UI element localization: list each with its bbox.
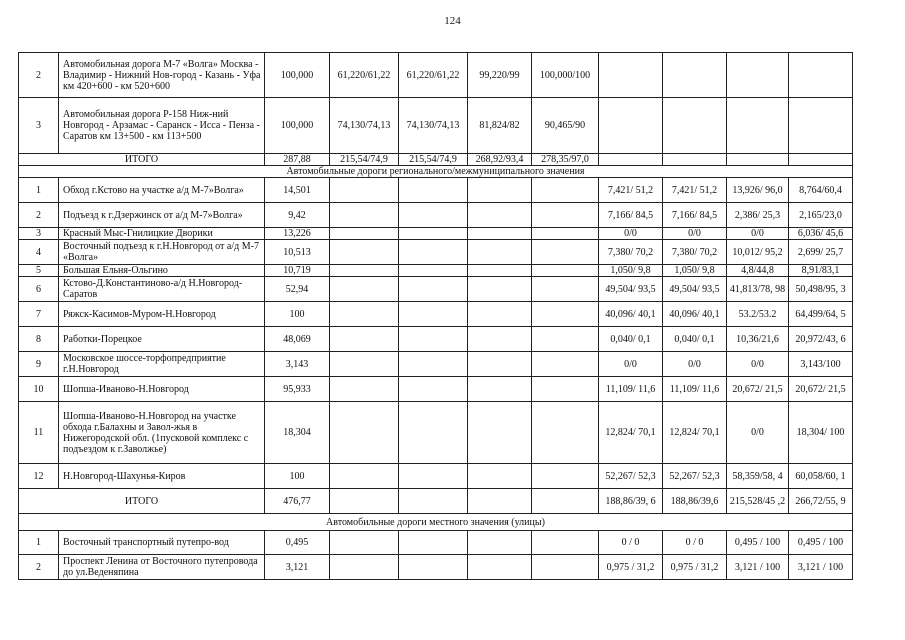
value-cell (532, 265, 599, 277)
value-cell (399, 531, 468, 555)
table-row (19, 178, 853, 203)
total-label: ИТОГО (19, 154, 265, 166)
value-cell (532, 240, 599, 265)
table-row (19, 402, 853, 464)
value-cell: 60,058/60, 1 (789, 464, 853, 489)
value-cell: 0/0 (663, 228, 727, 240)
value-cell (399, 352, 468, 377)
value-cell: 0/0 (727, 228, 789, 240)
value-cell (532, 228, 599, 240)
value-cell: 20,672/ 21,5 (789, 377, 853, 402)
total-cell (330, 489, 399, 514)
total-cell: 215,528/45 ,2 (727, 489, 789, 514)
row-number: 12 (19, 464, 59, 489)
value-cell (330, 555, 399, 580)
value-cell: 52,267/ 52,3 (663, 464, 727, 489)
value-cell (468, 327, 532, 352)
value-cell: 20,672/ 21,5 (727, 377, 789, 402)
value-cell: 2,165/23,0 (789, 203, 853, 228)
value-cell: 9,42 (265, 203, 330, 228)
row-number: 6 (19, 277, 59, 302)
value-cell (468, 178, 532, 203)
value-cell (468, 302, 532, 327)
value-cell (330, 464, 399, 489)
table-row (19, 277, 853, 302)
value-cell (727, 53, 789, 98)
value-cell: 0/0 (599, 228, 663, 240)
value-cell (599, 98, 663, 154)
table-row (19, 302, 853, 327)
table-row (19, 98, 853, 154)
value-cell: 10,36/21,6 (727, 327, 789, 352)
value-cell: 11,109/ 11,6 (599, 377, 663, 402)
value-cell (468, 352, 532, 377)
value-cell (468, 203, 532, 228)
value-cell (468, 377, 532, 402)
total-cell (727, 154, 789, 166)
value-cell: 64,499/64, 5 (789, 302, 853, 327)
total-cell (532, 489, 599, 514)
value-cell: 0/0 (663, 352, 727, 377)
value-cell: 8,91/83,1 (789, 265, 853, 277)
road-name: Ряжск-Касимов-Муром-Н.Новгород (59, 302, 265, 327)
value-cell: 4,8/44,8 (727, 265, 789, 277)
value-cell (532, 464, 599, 489)
value-cell (330, 265, 399, 277)
value-cell (789, 53, 853, 98)
table-row (19, 327, 853, 352)
table-row (19, 555, 853, 580)
value-cell: 0,495 (265, 531, 330, 555)
value-cell (468, 555, 532, 580)
value-cell (599, 53, 663, 98)
value-cell: 11,109/ 11,6 (663, 377, 727, 402)
value-cell: 40,096/ 40,1 (599, 302, 663, 327)
value-cell: 0/0 (599, 352, 663, 377)
value-cell: 40,096/ 40,1 (663, 302, 727, 327)
road-name: Восточный подъезд к г.Н.Новгород от а/д М-7 «Волга» (59, 240, 265, 265)
value-cell: 12,824/ 70,1 (599, 402, 663, 464)
table-row (19, 352, 853, 377)
value-cell: 7,166/ 84,5 (599, 203, 663, 228)
value-cell (532, 531, 599, 555)
value-cell (399, 265, 468, 277)
page-number: 124 (444, 15, 461, 27)
total-cell (663, 154, 727, 166)
road-name: Большая Ельня-Ольгино (59, 265, 265, 277)
value-cell: 1,050/ 9,8 (599, 265, 663, 277)
value-cell (330, 178, 399, 203)
value-cell: 13,926/ 96,0 (727, 178, 789, 203)
value-cell: 10,513 (265, 240, 330, 265)
value-cell (532, 302, 599, 327)
row-number: 9 (19, 352, 59, 377)
row-number: 4 (19, 240, 59, 265)
value-cell (330, 203, 399, 228)
value-cell (399, 555, 468, 580)
value-cell: 0,495 / 100 (727, 531, 789, 555)
value-cell: 100,000/100 (532, 53, 599, 98)
value-cell: 100 (265, 302, 330, 327)
value-cell: 12,824/ 70,1 (663, 402, 727, 464)
value-cell: 0,975 / 31,2 (663, 555, 727, 580)
road-name: Проспект Ленина от Восточного путепровода до ул.Веденяпина (59, 555, 265, 580)
value-cell: 74,130/74,13 (330, 98, 399, 154)
value-cell: 2,386/ 25,3 (727, 203, 789, 228)
value-cell (330, 240, 399, 265)
value-cell: 90,465/90 (532, 98, 599, 154)
total-cell (468, 489, 532, 514)
value-cell (399, 228, 468, 240)
section-header-row (19, 514, 853, 531)
value-cell: 7,380/ 70,2 (599, 240, 663, 265)
value-cell (468, 531, 532, 555)
value-cell: 7,380/ 70,2 (663, 240, 727, 265)
value-cell: 74,130/74,13 (399, 98, 468, 154)
row-number: 3 (19, 228, 59, 240)
value-cell (468, 464, 532, 489)
value-cell: 0,975 / 31,2 (599, 555, 663, 580)
road-name: Шопша-Иваново-Н.Новгород (59, 377, 265, 402)
road-name: Восточный транспортный путепро-вод (59, 531, 265, 555)
value-cell (532, 377, 599, 402)
total-cell: 287,88 (265, 154, 330, 166)
value-cell: 3,143/100 (789, 352, 853, 377)
value-cell (399, 464, 468, 489)
value-cell: 0/0 (727, 352, 789, 377)
total-cell (399, 489, 468, 514)
total-cell: 278,35/97,0 (532, 154, 599, 166)
value-cell: 0,495 / 100 (789, 531, 853, 555)
value-cell (532, 352, 599, 377)
table-row (19, 228, 853, 240)
row-number: 1 (19, 531, 59, 555)
value-cell: 50,498/95, 3 (789, 277, 853, 302)
value-cell (468, 402, 532, 464)
value-cell (789, 98, 853, 154)
value-cell (399, 178, 468, 203)
value-cell: 100,000 (265, 98, 330, 154)
row-number: 11 (19, 402, 59, 464)
value-cell (399, 203, 468, 228)
total-label: ИТОГО (19, 489, 265, 514)
total-row (19, 154, 853, 166)
section-title: Автомобильные дороги местного значения (улицы) (19, 514, 853, 531)
row-number: 2 (19, 555, 59, 580)
value-cell (330, 277, 399, 302)
value-cell: 2,699/ 25,7 (789, 240, 853, 265)
value-cell (468, 240, 532, 265)
value-cell (399, 277, 468, 302)
value-cell: 0,040/ 0,1 (663, 327, 727, 352)
value-cell: 52,94 (265, 277, 330, 302)
value-cell (399, 327, 468, 352)
value-cell: 10,719 (265, 265, 330, 277)
total-cell (789, 154, 853, 166)
value-cell: 48,069 (265, 327, 330, 352)
table-row (19, 240, 853, 265)
value-cell: 49,504/ 93,5 (599, 277, 663, 302)
value-cell (330, 402, 399, 464)
value-cell (532, 327, 599, 352)
table-row (19, 531, 853, 555)
value-cell (468, 265, 532, 277)
value-cell (399, 240, 468, 265)
value-cell: 53.2/53.2 (727, 302, 789, 327)
row-number: 5 (19, 265, 59, 277)
value-cell (399, 402, 468, 464)
value-cell (330, 228, 399, 240)
value-cell (399, 377, 468, 402)
total-row (19, 489, 853, 514)
value-cell (330, 302, 399, 327)
road-name: Работки-Порецкое (59, 327, 265, 352)
total-cell (599, 154, 663, 166)
value-cell (532, 203, 599, 228)
value-cell: 6,036/ 45,6 (789, 228, 853, 240)
section-title: Автомобильные дороги регионального/межмуниципального значения (19, 166, 853, 178)
road-name: Автомобильная дорога М-7 «Волга» Москва - Владимир - Нижний Нов-город - Казань - Уфа км 420+600 - км 520+600 (59, 53, 265, 98)
table-row (19, 265, 853, 277)
value-cell (532, 402, 599, 464)
row-number: 7 (19, 302, 59, 327)
section-header-row (19, 166, 853, 178)
value-cell: 81,824/82 (468, 98, 532, 154)
value-cell (330, 352, 399, 377)
value-cell: 18,304/ 100 (789, 402, 853, 464)
value-cell (330, 327, 399, 352)
road-name: Московское шоссе-торфопредприятие г.Н.Новгород (59, 352, 265, 377)
value-cell (727, 98, 789, 154)
value-cell (663, 53, 727, 98)
value-cell: 0,040/ 0,1 (599, 327, 663, 352)
road-name: Н.Новгород-Шахунья-Киров (59, 464, 265, 489)
row-number: 10 (19, 377, 59, 402)
total-cell: 188,86/39, 6 (599, 489, 663, 514)
value-cell: 99,220/99 (468, 53, 532, 98)
value-cell: 52,267/ 52,3 (599, 464, 663, 489)
value-cell: 0/0 (727, 402, 789, 464)
value-cell (532, 277, 599, 302)
value-cell: 3,143 (265, 352, 330, 377)
road-name: Кстово-Д.Константиново-а/д Н.Новгород-Саратов (59, 277, 265, 302)
value-cell: 1,050/ 9,8 (663, 265, 727, 277)
road-name: Красный Мыс-Гнилицкие Дворики (59, 228, 265, 240)
road-name: Шопша-Иваново-Н.Новгород на участке обхода г.Балахны и Завол-жья в Нижегородской обл. (1пусковой комплекс с подъездом к г.Заволжье) (59, 402, 265, 464)
value-cell (532, 555, 599, 580)
value-cell: 41,813/78, 98 (727, 277, 789, 302)
table-row (19, 203, 853, 228)
value-cell (399, 302, 468, 327)
total-cell: 268,92/93,4 (468, 154, 532, 166)
value-cell: 95,933 (265, 377, 330, 402)
value-cell: 0 / 0 (663, 531, 727, 555)
table-row (19, 377, 853, 402)
value-cell: 13,226 (265, 228, 330, 240)
row-number: 2 (19, 203, 59, 228)
value-cell: 3,121 / 100 (789, 555, 853, 580)
total-cell: 188,86/39,6 (663, 489, 727, 514)
row-number: 3 (19, 98, 59, 154)
value-cell (468, 277, 532, 302)
value-cell: 100,000 (265, 53, 330, 98)
total-cell: 215,54/74,9 (399, 154, 468, 166)
value-cell: 7,166/ 84,5 (663, 203, 727, 228)
total-cell: 215,54/74,9 (330, 154, 399, 166)
value-cell: 7,421/ 51,2 (599, 178, 663, 203)
total-cell: 476,77 (265, 489, 330, 514)
row-number: 8 (19, 327, 59, 352)
value-cell (468, 228, 532, 240)
data-table (18, 52, 853, 580)
road-name: Автомобильная дорога Р-158 Ниж-ний Новгород - Арзамас - Саранск - Исса - Пенза - Саратов км 13+500 - км 113+500 (59, 98, 265, 154)
total-cell: 266,72/55, 9 (789, 489, 853, 514)
table-row (19, 464, 853, 489)
value-cell (663, 98, 727, 154)
value-cell: 3,121 (265, 555, 330, 580)
value-cell: 18,304 (265, 402, 330, 464)
value-cell (330, 531, 399, 555)
value-cell (532, 178, 599, 203)
value-cell: 61,220/61,22 (399, 53, 468, 98)
value-cell (330, 377, 399, 402)
value-cell: 3,121 / 100 (727, 555, 789, 580)
value-cell: 58,359/58, 4 (727, 464, 789, 489)
value-cell: 10,012/ 95,2 (727, 240, 789, 265)
value-cell: 20,972/43, 6 (789, 327, 853, 352)
value-cell: 49,504/ 93,5 (663, 277, 727, 302)
road-name: Обход г.Кстово на участке а/д М-7»Волга» (59, 178, 265, 203)
value-cell: 61,220/61,22 (330, 53, 399, 98)
value-cell: 8,764/60,4 (789, 178, 853, 203)
value-cell: 14,501 (265, 178, 330, 203)
table-row (19, 53, 853, 98)
value-cell: 0 / 0 (599, 531, 663, 555)
row-number: 2 (19, 53, 59, 98)
value-cell: 100 (265, 464, 330, 489)
value-cell: 7,421/ 51,2 (663, 178, 727, 203)
row-number: 1 (19, 178, 59, 203)
road-name: Подъезд к г.Дзержинск от а/д М-7»Волга» (59, 203, 265, 228)
